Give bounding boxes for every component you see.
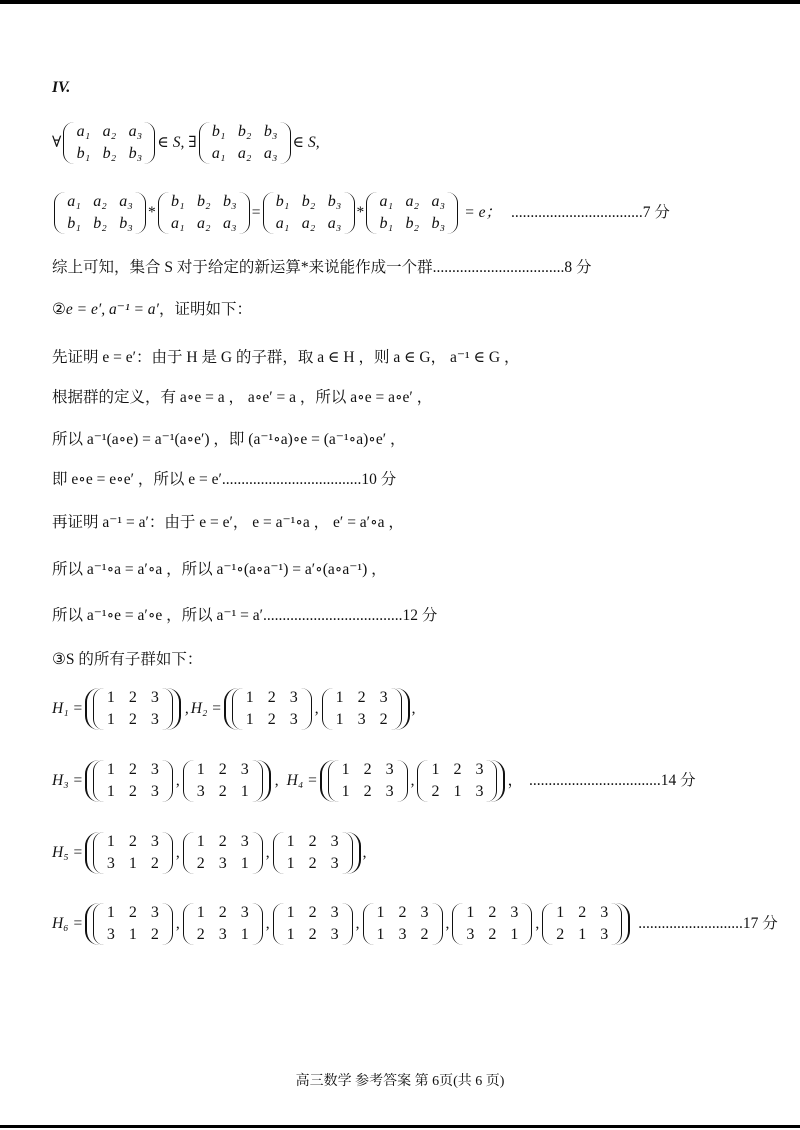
score-14: 14 分 (660, 772, 696, 789)
score-10: 10 分 (361, 471, 397, 488)
conclusion-line: 综上可知，集合 S 对于给定的新运算*来说能作成一个群..................................8 分 (52, 259, 592, 276)
h6-label: H₆ = (52, 915, 83, 932)
part-3-heading: ③S 的所有子群如下： (52, 651, 203, 668)
h5-set: 1 2 3 3 1 2 , 1 2 3 2 3 1 , 1 2 3 1 2 3 (85, 832, 361, 874)
h2-label: H₂ = (190, 700, 222, 717)
score-12: 12 分 (402, 607, 438, 624)
proof-line-4: 即 e∘e = e∘e′ ，所以 e = e′....................................10 分 (52, 471, 397, 488)
line-product: a₁ a₂ a₃ b₁ b₂ b₃ * b₁ b₂ b₃ a₁ a₂ a₃ = b₁ b₂ b₃ a₁ a₂ a₃ * a₁ a₂ a₃ b₁ b₂ b₃ = e； .................................. 7 分 (52, 188, 670, 238)
proof-line-7: 所以 a⁻¹∘e = a′∘e ，所以 a⁻¹ = a′....................................12 分 (52, 607, 438, 624)
h1-set: 1 2 3 1 2 3 (85, 688, 181, 730)
subgroup-h5: H₅ = 1 2 3 3 1 2 , 1 2 3 2 3 1 , 1 2 3 1 2 3 , (52, 833, 367, 872)
proof-line-2: 根据群的定义，有 a∘e = a ， a∘e′ = a ，所以 a∘e = a∘e′ ， (52, 389, 433, 406)
score-7: 7 分 (642, 204, 670, 221)
part-2-heading: ②e = e′, a⁻¹ = a′，证明如下： (52, 301, 252, 318)
subgroups-h1-h2: H₁ = 1 2 3 1 2 3 , H₂ = 1 2 3 1 2 3 , 1 2 3 1 3 2 , (52, 689, 416, 728)
equals-e: = e； (464, 204, 501, 221)
h4-label: H₄ = (286, 772, 318, 789)
matrix-b-a: b₁ b₂ b₃ a₁ a₂ a₃ (199, 122, 291, 164)
score-8: 8 分 (564, 259, 592, 276)
h2-set: 1 2 3 1 2 3 , 1 2 3 1 3 2 (224, 688, 410, 730)
score-17: 17 分 (742, 915, 778, 932)
proof-line-5: 再证明 a⁻¹ = a′：由于 e = e′， e = a⁻¹∘a ， e′ = a′∘a ， (52, 514, 404, 531)
proof-line-3: 所以 a⁻¹(a∘e) = a⁻¹(a∘e′) ，即 (a⁻¹∘a)∘e = (a⁻¹∘a)∘e′ ， (52, 431, 406, 448)
section-label: IV. (52, 79, 71, 96)
subgroups-h3-h4: H₃ = 1 2 3 1 2 3 , 1 2 3 3 2 1 , H₄ = 1 2 3 1 2 3 , 1 2 3 2 1 3 ， .................................. 14 分 (52, 761, 696, 800)
page-footer: 高三数学 参考答案 第 6页(共 6 页) (295, 1074, 505, 1089)
matrix-a-b: a₁ a₂ a₃ b₁ b₂ b₃ (63, 122, 155, 164)
h1-label: H₁ = (52, 700, 83, 717)
h3-label: H₃ = (52, 772, 83, 789)
h5-label: H₅ = (52, 844, 83, 861)
in-s-exists: ∈ S, ∃ (157, 134, 197, 151)
in-s: ∈ S, (292, 134, 320, 151)
line-forall (52, 118, 320, 168)
h3-set: 1 2 3 1 2 3 , 1 2 3 3 2 1 (85, 760, 271, 802)
h4-set: 1 2 3 1 2 3 , 1 2 3 2 1 3 (320, 760, 506, 802)
proof-line-1: 先证明 e = e′：由于 H 是 G 的子群，取 a ∈ H ，则 a ∈ G， a⁻¹ ∈ G ， (52, 349, 520, 366)
top-rule (0, 0, 800, 4)
bottom-rule (0, 1125, 800, 1128)
proof-line-6: 所以 a⁻¹∘a = a′∘a ，所以 a⁻¹∘(a∘a⁻¹) = a′∘(a∘a⁻¹) ， (52, 561, 387, 578)
subgroup-h6: H₆ = 1 2 3 3 1 2 , 1 2 3 2 3 1 , 1 2 3 1 2 3 , 1 2 3 1 3 2 , 1 2 3 3 2 1 , 1 2 3 2 1 3 ........................... 17 分 (52, 904, 778, 943)
h6-set: 1 2 3 3 1 2 , 1 2 3 2 3 1 , 1 2 3 1 2 3 , 1 2 3 1 3 2 , 1 2 3 3 2 1 , 1 2 3 2 1 3 (85, 903, 630, 945)
leader-dots: .................................. (510, 204, 643, 221)
forall-symbol: ∀ (52, 134, 62, 151)
